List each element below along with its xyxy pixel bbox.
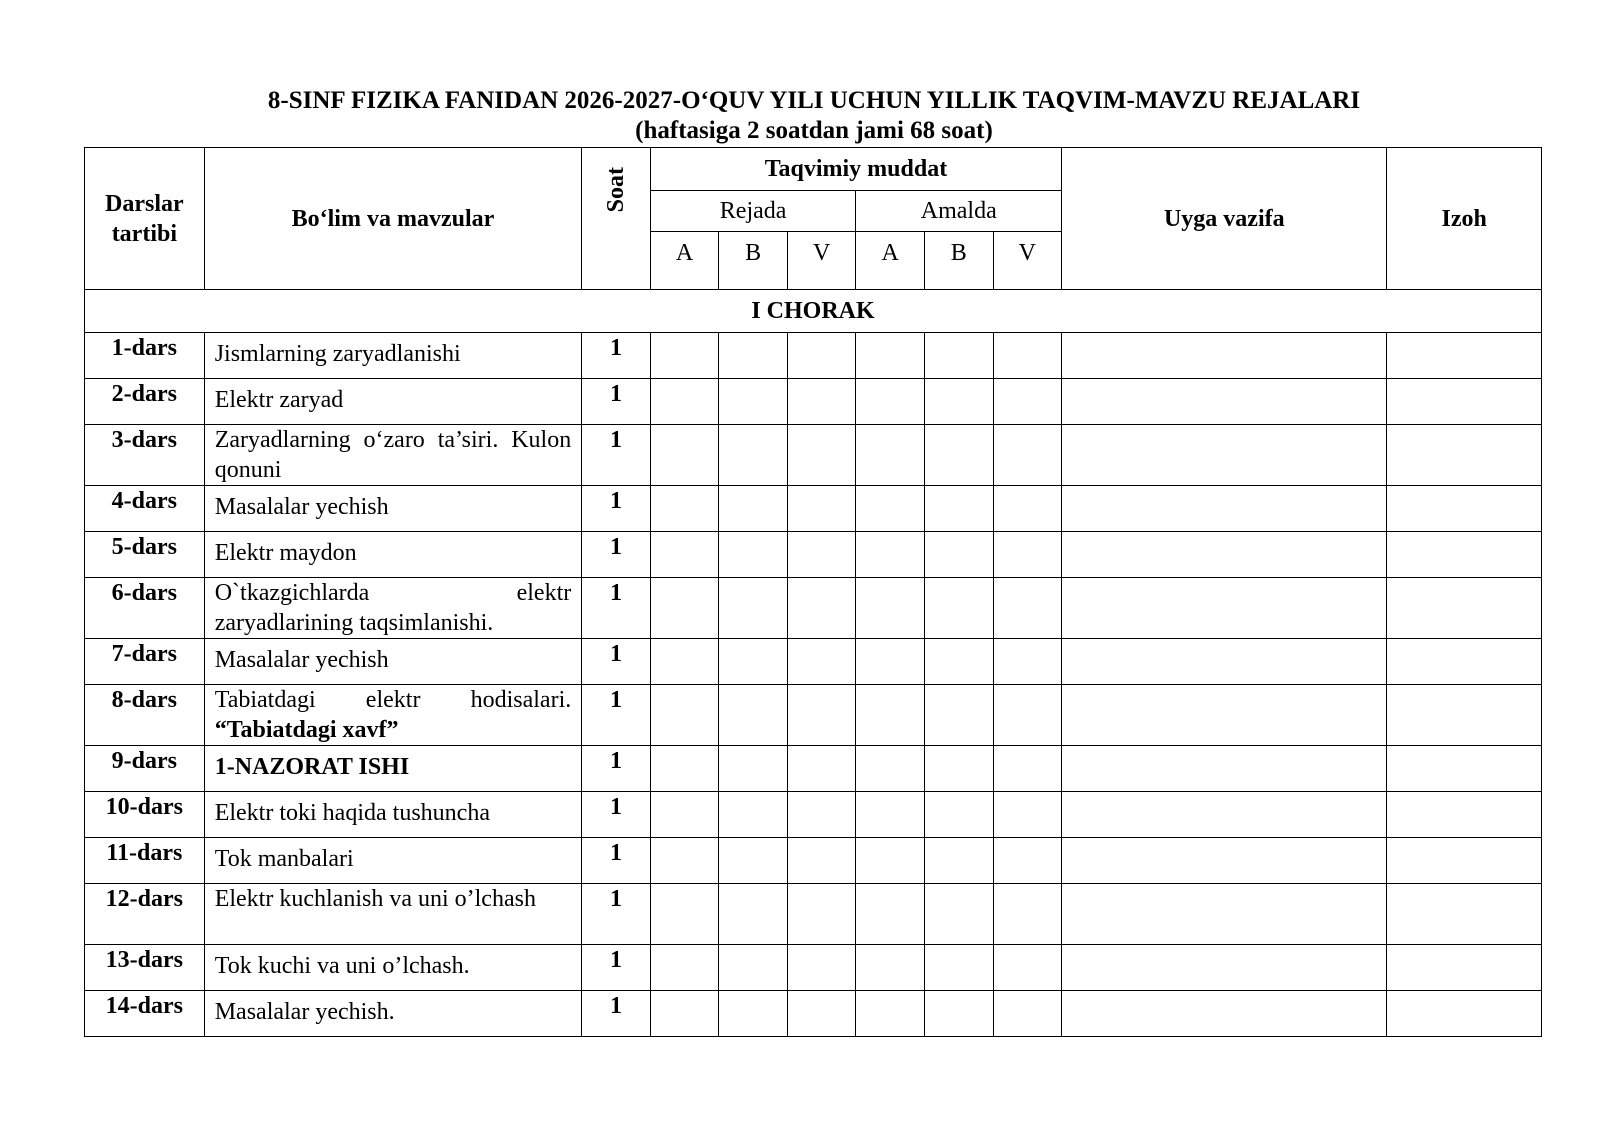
date-cell[interactable]	[787, 884, 856, 945]
header-actual-b: B	[924, 232, 993, 290]
date-cell[interactable]	[993, 486, 1062, 532]
date-cell[interactable]	[924, 838, 993, 884]
date-cell[interactable]	[787, 746, 856, 792]
date-cell[interactable]	[650, 746, 719, 792]
lesson-hours: 1	[582, 746, 651, 792]
date-cell[interactable]	[993, 639, 1062, 685]
date-cell[interactable]	[993, 838, 1062, 884]
date-cell[interactable]	[787, 379, 856, 425]
table-row	[85, 532, 1542, 578]
date-cell[interactable]	[924, 792, 993, 838]
date-cell[interactable]	[993, 425, 1062, 486]
lesson-topic	[204, 685, 582, 746]
date-cell[interactable]	[650, 991, 719, 1037]
note-cell[interactable]	[1387, 685, 1542, 746]
date-cell[interactable]	[993, 746, 1062, 792]
homework-cell[interactable]	[1062, 792, 1387, 838]
date-cell[interactable]	[924, 945, 993, 991]
date-cell[interactable]	[719, 746, 788, 792]
table-row	[85, 685, 1542, 746]
lesson-number: 13-dars	[85, 945, 205, 991]
lesson-number: 7-dars	[85, 639, 205, 685]
plan-table	[84, 147, 1542, 1037]
lesson-number: 1-dars	[85, 333, 205, 379]
lesson-topic-text: Masalalar yechish.	[214, 999, 395, 1025]
table-row	[85, 425, 1542, 486]
lesson-topic	[204, 945, 582, 991]
date-cell[interactable]	[787, 685, 856, 746]
date-cell[interactable]	[993, 685, 1062, 746]
date-cell[interactable]	[993, 578, 1062, 639]
date-cell[interactable]	[650, 884, 719, 945]
date-cell[interactable]	[719, 425, 788, 486]
lesson-topic-text: 1-NAZORAT ISHI	[214, 754, 410, 780]
note-cell[interactable]	[1387, 333, 1542, 379]
lesson-number: 6-dars	[85, 578, 205, 639]
date-cell[interactable]	[719, 639, 788, 685]
date-cell[interactable]	[856, 333, 925, 379]
date-cell[interactable]	[856, 945, 925, 991]
note-cell[interactable]	[1387, 639, 1542, 685]
date-cell[interactable]	[924, 991, 993, 1037]
date-cell[interactable]	[856, 838, 925, 884]
lesson-number: 9-dars	[85, 746, 205, 792]
table-row	[85, 486, 1542, 532]
date-cell[interactable]	[924, 884, 993, 945]
lesson-topic-text: Masalalar yechish	[214, 494, 389, 520]
date-cell[interactable]	[719, 685, 788, 746]
date-cell[interactable]	[650, 792, 719, 838]
lesson-hours: 1	[582, 532, 651, 578]
date-cell[interactable]	[650, 532, 719, 578]
date-cell[interactable]	[650, 639, 719, 685]
lesson-topic-bold: “Tabiatdagi xavf”	[214, 717, 399, 743]
table-row	[85, 991, 1542, 1037]
date-cell[interactable]	[856, 792, 925, 838]
header-calendar: Taqvimiy muddat	[650, 148, 1061, 191]
homework-cell[interactable]	[1062, 685, 1387, 746]
header-actual: Amalda	[856, 191, 1062, 232]
note-cell[interactable]	[1387, 578, 1542, 639]
date-cell[interactable]	[856, 639, 925, 685]
date-cell[interactable]	[993, 945, 1062, 991]
date-cell[interactable]	[650, 379, 719, 425]
date-cell[interactable]	[787, 333, 856, 379]
header-actual-v: V	[993, 232, 1062, 290]
header-topics: Bo‘lim va mavzular	[204, 148, 582, 290]
date-cell[interactable]	[787, 578, 856, 639]
lesson-topic	[204, 578, 582, 639]
table-row	[85, 639, 1542, 685]
date-cell[interactable]	[924, 639, 993, 685]
lesson-topic-text: Elektr toki haqida tushuncha	[214, 800, 490, 826]
date-cell[interactable]	[650, 685, 719, 746]
homework-cell[interactable]	[1062, 746, 1387, 792]
lesson-hours: 1	[582, 639, 651, 685]
lesson-topic-text: Tabiatdagi elektr hodisalari.	[214, 687, 572, 713]
date-cell[interactable]	[924, 425, 993, 486]
header-note: Izoh	[1387, 148, 1542, 290]
date-cell[interactable]	[719, 792, 788, 838]
note-cell[interactable]	[1387, 379, 1542, 425]
lesson-topic	[204, 425, 582, 486]
date-cell[interactable]	[924, 532, 993, 578]
date-cell[interactable]	[924, 486, 993, 532]
homework-cell[interactable]	[1062, 425, 1387, 486]
lesson-hours: 1	[582, 425, 651, 486]
date-cell[interactable]	[924, 333, 993, 379]
date-cell[interactable]	[993, 792, 1062, 838]
lesson-number: 5-dars	[85, 532, 205, 578]
date-cell[interactable]	[650, 578, 719, 639]
homework-cell[interactable]	[1062, 884, 1387, 945]
note-cell[interactable]	[1387, 838, 1542, 884]
table-row	[85, 379, 1542, 425]
date-cell[interactable]	[924, 578, 993, 639]
date-cell[interactable]	[719, 333, 788, 379]
lesson-topic-text: Jismlarning zaryadlanishi	[214, 341, 461, 367]
date-cell[interactable]	[787, 838, 856, 884]
lesson-topic	[204, 333, 582, 379]
lesson-number: 14-dars	[85, 991, 205, 1037]
lesson-hours: 1	[582, 685, 651, 746]
lesson-topic	[204, 379, 582, 425]
date-cell[interactable]	[856, 578, 925, 639]
date-cell[interactable]	[924, 685, 993, 746]
header-planned-b: B	[719, 232, 788, 290]
lesson-hours: 1	[582, 486, 651, 532]
note-cell[interactable]	[1387, 792, 1542, 838]
lesson-hours: 1	[582, 792, 651, 838]
table-row	[85, 578, 1542, 639]
date-cell[interactable]	[650, 333, 719, 379]
lesson-number: 2-dars	[85, 379, 205, 425]
header-planned: Rejada	[650, 191, 856, 232]
lesson-topic-text: Elektr maydon	[214, 540, 357, 566]
date-cell[interactable]	[719, 532, 788, 578]
lesson-topic-text: Masalalar yechish	[214, 647, 389, 673]
lesson-hours: 1	[582, 379, 651, 425]
date-cell[interactable]	[856, 532, 925, 578]
lesson-number: 3-dars	[85, 425, 205, 486]
homework-cell[interactable]	[1062, 945, 1387, 991]
date-cell[interactable]	[650, 425, 719, 486]
homework-cell[interactable]	[1062, 838, 1387, 884]
date-cell[interactable]	[924, 379, 993, 425]
lesson-topic-text: Zaryadlarning o‘zaro ta’siri. Kulon qonuni	[214, 427, 572, 483]
lesson-topic-text: Elektr kuchlanish va uni o’lchash	[214, 886, 536, 912]
date-cell[interactable]	[650, 945, 719, 991]
note-cell[interactable]	[1387, 945, 1542, 991]
homework-cell[interactable]	[1062, 379, 1387, 425]
header-planned-a: A	[650, 232, 719, 290]
date-cell[interactable]	[719, 486, 788, 532]
lesson-topic	[204, 838, 582, 884]
lesson-topic	[204, 884, 582, 945]
date-cell[interactable]	[856, 379, 925, 425]
homework-cell[interactable]	[1062, 578, 1387, 639]
date-cell[interactable]	[856, 746, 925, 792]
homework-cell[interactable]	[1062, 991, 1387, 1037]
date-cell[interactable]	[856, 991, 925, 1037]
lesson-number: 4-dars	[85, 486, 205, 532]
lesson-hours: 1	[582, 578, 651, 639]
header-order: Darslar tartibi	[85, 148, 205, 290]
table-row	[85, 838, 1542, 884]
date-cell[interactable]	[993, 379, 1062, 425]
date-cell[interactable]	[650, 486, 719, 532]
lesson-hours: 1	[582, 991, 651, 1037]
date-cell[interactable]	[787, 639, 856, 685]
lesson-topic	[204, 532, 582, 578]
note-cell[interactable]	[1387, 532, 1542, 578]
note-cell[interactable]	[1387, 425, 1542, 486]
date-cell[interactable]	[787, 792, 856, 838]
header-planned-v: V	[787, 232, 856, 290]
lesson-hours: 1	[582, 884, 651, 945]
lesson-topic	[204, 486, 582, 532]
date-cell[interactable]	[787, 425, 856, 486]
date-cell[interactable]	[719, 945, 788, 991]
lesson-topic	[204, 991, 582, 1037]
quarter-label: I CHORAK	[85, 290, 1542, 333]
header-hours: Soat	[603, 166, 629, 213]
lesson-number: 11-dars	[85, 838, 205, 884]
lesson-hours: 1	[582, 838, 651, 884]
date-cell[interactable]	[719, 838, 788, 884]
date-cell[interactable]	[719, 991, 788, 1037]
table-row	[85, 333, 1542, 379]
header-homework: Uyga vazifa	[1062, 148, 1387, 290]
date-cell[interactable]	[719, 379, 788, 425]
homework-cell[interactable]	[1062, 532, 1387, 578]
date-cell[interactable]	[856, 486, 925, 532]
lesson-topic-text: Tok manbalari	[214, 846, 354, 872]
lesson-hours: 1	[582, 333, 651, 379]
homework-cell[interactable]	[1062, 486, 1387, 532]
date-cell[interactable]	[993, 991, 1062, 1037]
homework-cell[interactable]	[1062, 639, 1387, 685]
homework-cell[interactable]	[1062, 333, 1387, 379]
lesson-topic-text: Tok kuchi va uni o’lchash.	[214, 953, 470, 979]
lesson-number: 12-dars	[85, 884, 205, 945]
header-actual-a: A	[856, 232, 925, 290]
document-subtitle: (haftasiga 2 soatdan jami 68 soat)	[635, 117, 993, 144]
lesson-topic	[204, 792, 582, 838]
table-row	[85, 792, 1542, 838]
date-cell[interactable]	[787, 945, 856, 991]
table-row	[85, 884, 1542, 945]
date-cell[interactable]	[856, 685, 925, 746]
date-cell[interactable]	[719, 884, 788, 945]
date-cell[interactable]	[993, 884, 1062, 945]
date-cell[interactable]	[924, 746, 993, 792]
table-row	[85, 746, 1542, 792]
date-cell[interactable]	[856, 425, 925, 486]
document-title: 8-SINF FIZIKA FANIDAN 2026-2027-O‘QUV YILI UCHUN YILLIK TAQVIM-MAVZU REJALARI	[267, 87, 1361, 114]
table-row	[85, 945, 1542, 991]
date-cell[interactable]	[650, 838, 719, 884]
lesson-topic	[204, 746, 582, 792]
lesson-topic-text: Elektr zaryad	[214, 387, 344, 413]
date-cell[interactable]	[787, 532, 856, 578]
date-cell[interactable]	[719, 578, 788, 639]
lesson-number: 8-dars	[85, 685, 205, 746]
note-cell[interactable]	[1387, 746, 1542, 792]
date-cell[interactable]	[787, 991, 856, 1037]
lesson-number: 10-dars	[85, 792, 205, 838]
lesson-hours: 1	[582, 945, 651, 991]
header-hours-cell	[582, 148, 651, 290]
lesson-topic-text: O`tkazgichlarda elektr zaryadlarining taqsimlanishi.	[214, 580, 572, 636]
note-cell[interactable]	[1387, 991, 1542, 1037]
lesson-topic	[204, 639, 582, 685]
note-cell[interactable]	[1387, 486, 1542, 532]
date-cell[interactable]	[993, 532, 1062, 578]
date-cell[interactable]	[787, 486, 856, 532]
date-cell[interactable]	[856, 884, 925, 945]
date-cell[interactable]	[993, 333, 1062, 379]
note-cell[interactable]	[1387, 884, 1542, 945]
